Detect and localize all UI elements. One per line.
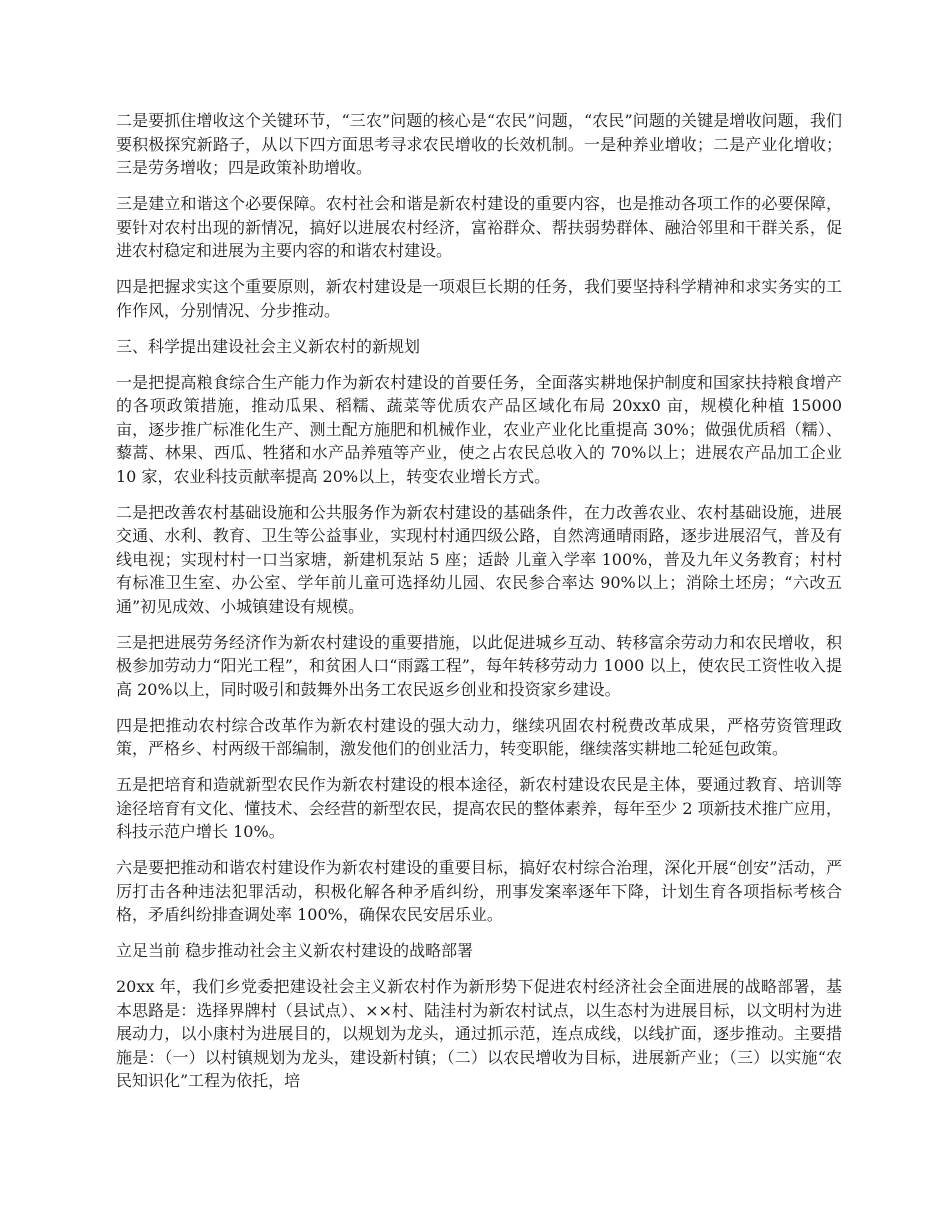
section-heading: 三、科学提出建设社会主义新农村的新规划 — [116, 336, 421, 356]
paragraph: 一是把提高粮食综合生产能力作为新农村建设的首要任务，全面落实耕地保护制度和国家扶持粮食增产的各项政策措施，推动瓜果、稻糯、蔬菜等优质农产品区域化布局 20xx0 亩，规模化种植 15000 亩，逐步推广标准化生产、测土配方施肥和机械作业，农业产业化比重提高 30%；做强优质稻（糯）、藜蒿、林果、西瓜、牲猪和水产品养殖等产业，使之占农民总收入的 70%以上；进展农产品加工企业 10 家，农业科技贡献率提高 20%以上，转变农业增长方式。 — [116, 372, 842, 486]
paragraph: 三是建立和谐这个必要保障。农村社会和谐是新农村建设的重要内容，也是推动各项工作的必要保障，要针对农村出现的新情况，搞好以进展农村经济，富裕群众、帮扶弱势群体、融洽邻里和干群关系，促进农村稳定和进展为主要内容的和谐农村建设。 — [116, 194, 842, 260]
paragraph: 六是要把推动和谐农村建设作为新农村建设的重要目标，搞好农村综合治理，深化开展“创安”活动，严厉打击各种违法犯罪活动，积极化解各种矛盾纠纷，刑事发案率逐年下降，计划生育各项指标考核合格，矛盾纠纷排查调处率 100%，确保农民安居乐业。 — [116, 858, 842, 924]
paragraph: 四是把推动农村综合改革作为新农村建设的强大动力，继续巩固农村税费改革成果，严格劳资管理政策，严格乡、村两级干部编制，激发他们的创业活力，转变职能，继续落实耕地二轮延包政策。 — [116, 715, 842, 758]
paragraph: 五是把培育和造就新型农民作为新农村建设的根本途径，新农村建设农民是主体，要通过教育、培训等途径培育有文化、懂技术、会经营的新型农民，提高农民的整体素养，每年至少 2 项新技术推广应用，科技示范户增长 10%。 — [116, 775, 842, 841]
paragraph: 三是把进展劳务经济作为新农村建设的重要措施，以此促进城乡互动、转移富余劳动力和农民增收，积极参加劳动力“阳光工程”，和贫困人口“雨露工程”，每年转移劳动力 1000 以上，使农民工资性收入提高 20%以上，同时吸引和鼓舞外出务工农民返乡创业和投资家乡建设。 — [116, 632, 842, 699]
paragraph: 四是把握求实这个重要原则，新农村建设是一项艰巨长期的任务，我们要坚持科学精神和求实务实的工作作风，分别情况、分步推动。 — [116, 277, 842, 320]
paragraph: 二是要抓住增收这个关键环节，“三农”问题的核心是“农民”问题，“农民”问题的关键是增收问题，我们要积极探究新路子，从以下四方面思考寻求农民增收的长效机制。一是种养业增收；二是产业化增收；三是劳务增收；四是政策补助增收。 — [116, 111, 842, 177]
paragraph: 二是把改善农村基础设施和公共服务作为新农村建设的基础条件，在力改善农业、农村基础设施，进展交通、水利、教育、卫生等公益事业，实现村村通四级公路，自然湾通晴雨路，逐步进展沼气，普及有线电视；实现村村一口当家塘，新建机泵站 5 座；适龄 儿童入学率 100%，普及九年义务教育；村村有标准卫生室、办公室、学年前儿童可选择幼儿园、农民参合率达 90%以上；消除土坯房；“六改五通”初见成效、小城镇建设有规模。 — [116, 502, 842, 616]
paragraph: 20xx 年，我们乡党委把建设社会主义新农村作为新形势下促进农村经济社会全面进展的战略部署，基本思路是：选择界牌村（县试点）、××村、陆洼村为新农村试点，以生态村为进展目标，以文明村为进展动力，以小康村为进展目的，以规划为龙头，通过抓示范，连点成线，以线扩面，逐步推动。主要措施是：（一）以村镇规划为龙头，建设新村镇；（二）以农民增收为目标，进展新产业；（三）以实施“农民知识化”工程为依托，培 — [116, 977, 842, 1090]
document-body — [116, 109, 842, 1105]
section-heading: 立足当前 稳步推动社会主义新农村建设的战略部署 — [116, 941, 474, 960]
